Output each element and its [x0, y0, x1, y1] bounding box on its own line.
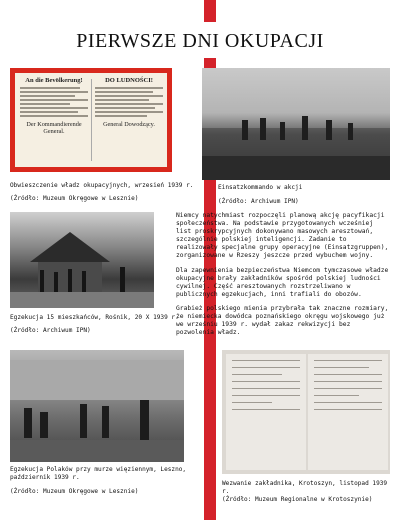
- body-paragraph-1: Niemcy natychmiast rozpoczęli planową akcję pacyfikacji społeczeństwa. Na podstawie przygotowanych wcześniej list proskrypcyjnych dokonywano masowych aresztowań, szczególnie polskiej inteligencji. Zadanie to realizowały specjalne grupy operacyjne (Einsatzgruppen), zorganizowane w Rzeszy jeszcze przed wybuchem wojny.: [176, 212, 389, 260]
- krotoszyn-caption: Wezwanie zakładnika, Krotoszyn, listopad 1939 r.: [222, 480, 391, 495]
- poster-caption: Obwieszczenie władz okupacyjnych, wrzesień 1939 r.: [10, 182, 194, 189]
- poster-german-heading: An die Bevölkerung!: [25, 77, 83, 84]
- einsatzkommando-photo: [202, 68, 390, 180]
- body-paragraph-2: Dla zapewnienia bezpieczeństwa Niemcom tymczasowe władze okupacyjne brały zakładników spośród polskiej ludności cywilnej. Część aresztowanych rozstrzeliwano w publicznych egzekucjach, inni trafiali do obozów.: [176, 266, 389, 298]
- poster-polish-footer: General Dowodzący.: [103, 120, 155, 128]
- accent-bar-top: [204, 0, 216, 22]
- rosnik-source: (Źródło: Archiwum IPN): [10, 327, 91, 334]
- page-title: PIERWSZE DNI OKUPACJI: [76, 30, 324, 52]
- poster-german-column: [18, 77, 90, 163]
- poster-polish-heading: DO LUDNOŚCI!: [105, 77, 153, 84]
- body-paragraph-3: Grabież polskiego mienia przybrała tak znaczne rozmiary, że niemiecka dowódca poznańskiego okręgu wojskowego już we wrześniu 1939 r. wydał zakaz rekwizycji bez pozwolenia władz.: [176, 304, 389, 337]
- poster-source: (Źródło: Muzeum Okręgowe w Lesznie): [10, 195, 139, 202]
- rosnik-caption: Egzekucja 15 mieszkańców, Rośnik, 20 X 1939 r.: [10, 314, 179, 321]
- poster-german-footer: Der Kommandierende General.: [26, 120, 82, 135]
- einsatz-source: (Źródło: Archiwum IPN): [218, 198, 299, 205]
- body-text: [176, 212, 390, 343]
- einsatz-caption: Einsatzkommando w akcji: [218, 184, 303, 191]
- poster-polish-column: [93, 77, 165, 163]
- rosnik-execution-photo: [10, 212, 154, 308]
- hostage-summons-document: [222, 350, 390, 474]
- krotoszyn-source: (Źródło: Muzeum Regionalne w Krotoszynie): [222, 496, 373, 503]
- leszno-source: (Źródło: Muzeum Okręgowe w Lesznie): [10, 488, 139, 495]
- leszno-caption: Egzekucja Polaków przy murze więziennym, Leszno, październik 1939 r.: [10, 466, 190, 481]
- leszno-execution-photo: [10, 350, 184, 462]
- occupation-poster-image: [10, 68, 172, 172]
